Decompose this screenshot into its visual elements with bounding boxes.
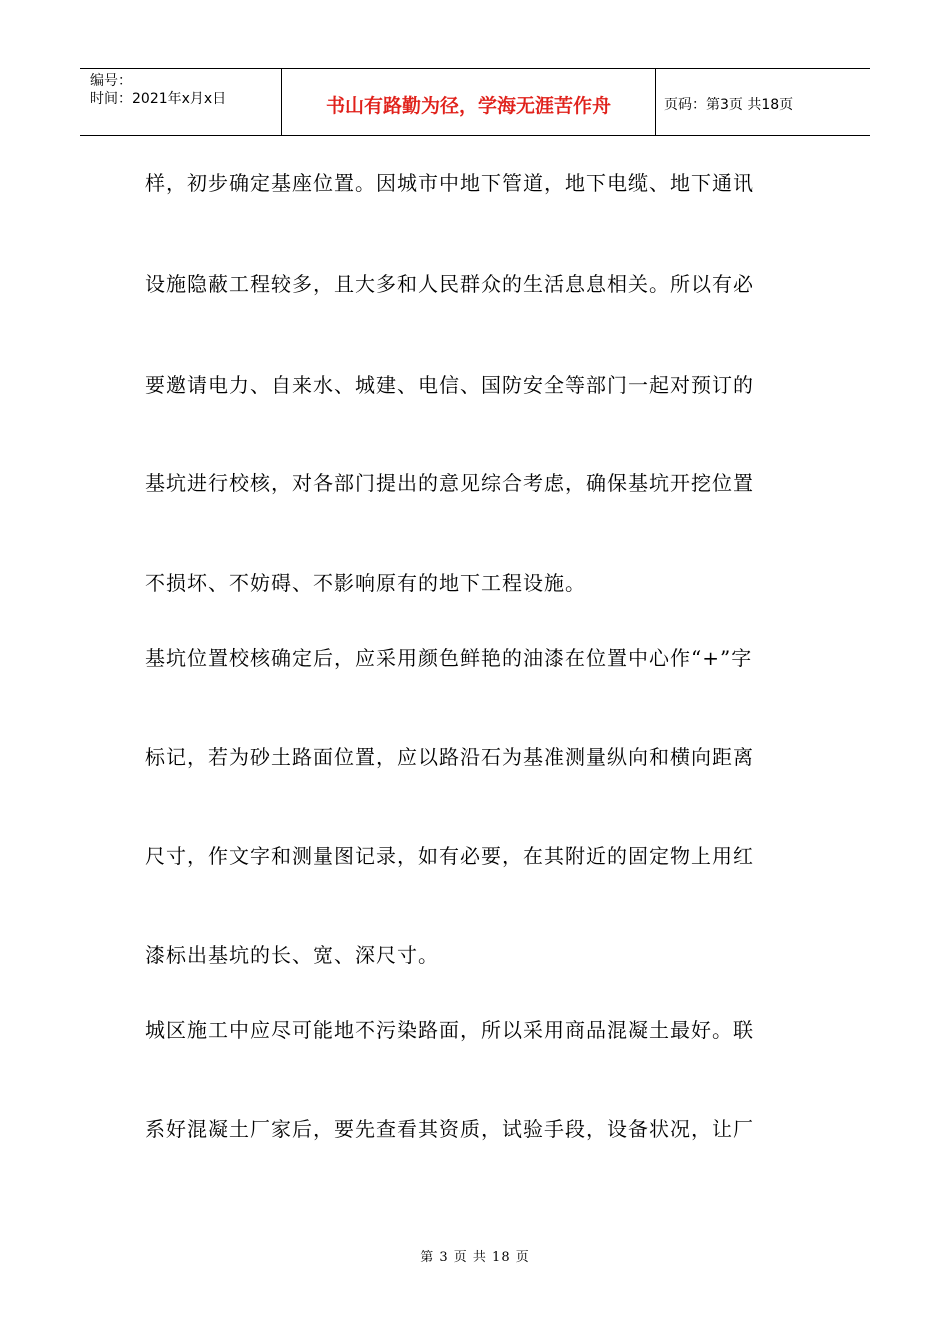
body-line: 城区施工中应尽可能地不污染路面，所以采用商品混凝土最好。联 [145, 1018, 754, 1042]
body-line: 尺寸，作文字和测量图记录，如有必要，在其附近的固定物上用红 [145, 844, 754, 868]
page-header [80, 68, 870, 136]
header-page-code: 页码：第3页 共18页 [664, 97, 794, 113]
body-line: 设施隐蔽工程较多，且大多和人民群众的生活息息相关。所以有必 [145, 272, 754, 296]
body-line: 基坑进行校核，对各部门提出的意见综合考虑，确保基坑开挖位置 [145, 471, 754, 495]
body-line: 基坑位置校核确定后，应采用颜色鲜艳的油漆在位置中心作“+”字 [145, 646, 753, 670]
header-meta [80, 69, 282, 135]
body-line: 不损坏、不妨碍、不影响原有的地下工程设施。 [145, 571, 586, 595]
header-motto: 书山有路勤为径，学海无涯苦作舟 [282, 69, 656, 135]
page-footer: 第 3 页 共 18 页 [420, 1250, 530, 1265]
document-time: 时间：2021年x月x日 [90, 91, 227, 107]
body-line: 要邀请电力、自来水、城建、电信、国防安全等部门一起对预订的 [145, 373, 754, 397]
body-line: 漆标出基坑的长、宽、深尺寸。 [145, 943, 439, 967]
body-line: 系好混凝土厂家后，要先查看其资质，试验手段，设备状况，让厂 [145, 1117, 754, 1141]
body-line: 标记，若为砂土路面位置，应以路沿石为基准测量纵向和横向距离 [145, 745, 754, 769]
body-line: 样，初步确定基座位置。因城市中地下管道，地下电缆、地下通讯 [145, 171, 754, 195]
document-number-label: 编号： [90, 73, 132, 89]
